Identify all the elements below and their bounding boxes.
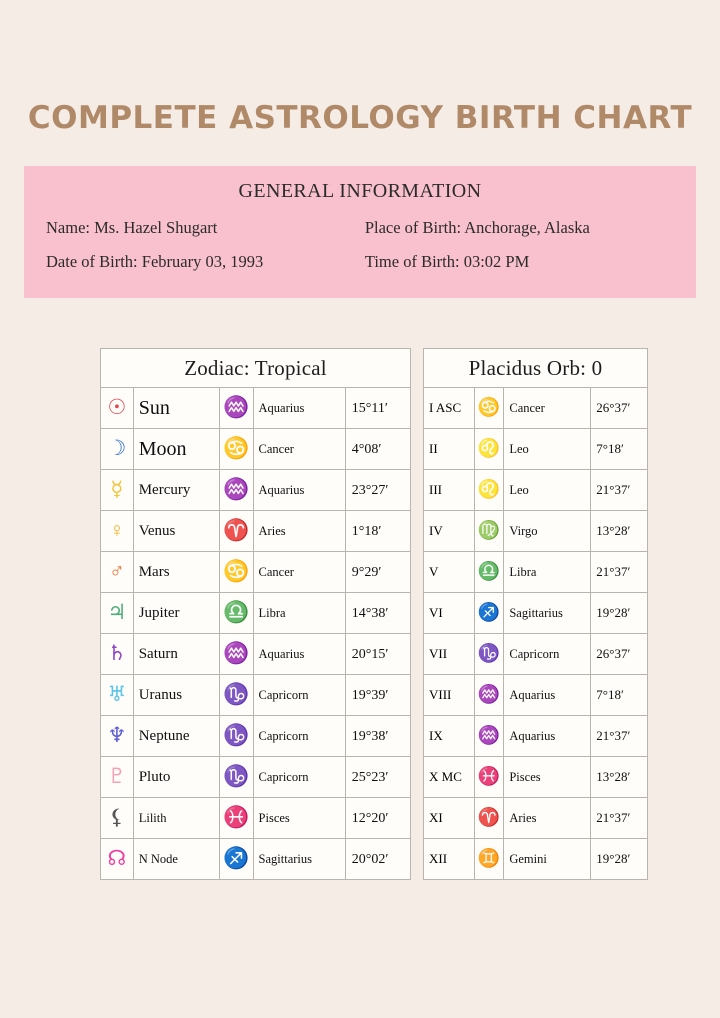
table-row: [101, 552, 411, 593]
zodiac-sign-icon: ♈: [223, 518, 250, 542]
house-number: XI: [429, 810, 443, 825]
table-row: [101, 470, 411, 511]
planet-degree: 25°23′: [351, 770, 389, 785]
table-row: [101, 798, 411, 839]
zodiac-sign-name: Aquarius: [258, 483, 305, 497]
table-row: [424, 388, 648, 429]
house-degree: 19°28′: [596, 851, 631, 866]
house-sign-name: Aquarius: [509, 729, 556, 743]
zodiac-sign-icon: ♐: [223, 846, 250, 870]
planets-table: [100, 348, 411, 880]
house-degree: 13°28′: [596, 523, 631, 538]
table-row: [101, 716, 411, 757]
planet-degree: 4°08′: [351, 442, 382, 457]
planet-name: Mercury: [138, 482, 191, 498]
table-row: [424, 839, 648, 880]
zodiac-sign-icon: ♒: [477, 725, 501, 745]
house-sign-name: Sagittarius: [509, 606, 563, 620]
zodiac-sign-name: Aries: [258, 524, 286, 538]
house-number: VI: [429, 605, 443, 620]
planet-degree: 23°27′: [351, 483, 389, 498]
table-row: [424, 716, 648, 757]
house-number: II: [429, 441, 438, 456]
house-sign-name: Gemini: [509, 852, 547, 866]
zodiac-sign-name: Cancer: [258, 442, 294, 456]
house-degree: 21°37′: [596, 728, 631, 743]
house-sign-name: Leo: [509, 483, 529, 497]
zodiac-sign-icon: ♑: [223, 682, 250, 706]
planet-degree: 20°02′: [351, 852, 389, 867]
houses-table: [423, 348, 648, 880]
planet-name: N Node: [138, 852, 178, 866]
zodiac-sign-icon: ♋: [477, 397, 501, 417]
place-value: Place of Birth: Anchorage, Alaska: [364, 218, 590, 237]
planet-glyph-icon: ♃: [107, 600, 127, 624]
house-sign-name: Pisces: [509, 770, 541, 784]
house-degree: 21°37′: [596, 564, 631, 579]
planet-glyph-icon: ♂: [108, 559, 125, 583]
zodiac-sign-name: Pisces: [258, 811, 290, 825]
name-value: Name: Ms. Hazel Shugart: [46, 218, 218, 237]
planet-glyph-icon: ⚸: [109, 805, 125, 829]
planet-degree: 20°15′: [351, 647, 389, 662]
house-degree: 26°37′: [596, 646, 631, 661]
zodiac-sign-icon: ♒: [223, 395, 250, 419]
planet-glyph-icon: ♅: [107, 682, 127, 706]
planet-name: Saturn: [138, 646, 178, 662]
house-number: XII: [429, 851, 448, 866]
house-sign-name: Capricorn: [509, 647, 560, 661]
house-degree: 13°28′: [596, 769, 631, 784]
planet-name: Moon: [138, 437, 187, 460]
zodiac-sign-icon: ♑: [223, 764, 250, 788]
chart-tables: [100, 348, 648, 880]
zodiac-sign-icon: ♎: [223, 600, 250, 624]
zodiac-sign-name: Capricorn: [258, 729, 309, 743]
planet-degree: 14°38′: [351, 606, 389, 621]
zodiac-sign-icon: ♒: [477, 684, 501, 704]
zodiac-sign-name: Cancer: [258, 565, 294, 579]
planet-glyph-icon: ♀: [108, 518, 125, 542]
planet-glyph-icon: ♆: [107, 723, 127, 747]
house-degree: 19°28′: [596, 605, 631, 620]
table-row: [424, 552, 648, 593]
house-sign-name: Leo: [509, 442, 529, 456]
zodiac-sign-icon: ♊: [477, 848, 501, 868]
planet-name: Mars: [138, 564, 170, 580]
house-sign-name: Aries: [509, 811, 537, 825]
house-sign-name: Cancer: [509, 401, 545, 415]
table-row: [101, 757, 411, 798]
general-information-grid: [24, 218, 696, 286]
table-row: [101, 388, 411, 429]
zodiac-sign-name: Libra: [258, 606, 286, 620]
page-title: COMPLETE ASTROLOGY BIRTH CHART: [27, 100, 693, 136]
table-row: [424, 429, 648, 470]
planet-degree: 19°39′: [351, 688, 389, 703]
zodiac-sign-icon: ♎: [477, 561, 501, 581]
house-sign-name: Aquarius: [509, 688, 556, 702]
house-sign-name: Libra: [509, 565, 537, 579]
zodiac-sign-icon: ♌: [477, 479, 501, 499]
zodiac-sign-icon: ♐: [477, 602, 501, 622]
zodiac-sign-icon: ♋: [223, 559, 250, 583]
table-row: [424, 634, 648, 675]
table-row: [101, 839, 411, 880]
table-row: [424, 798, 648, 839]
zodiac-sign-icon: ♌: [477, 438, 501, 458]
house-number: III: [429, 482, 442, 497]
table-row: [101, 593, 411, 634]
date-of-birth-value: Date of Birth: February 03, 1993: [46, 252, 264, 271]
zodiac-sign-icon: ♍: [477, 520, 501, 540]
table-row: [424, 470, 648, 511]
planet-name: Uranus: [138, 687, 183, 703]
table-row: [424, 675, 648, 716]
house-sign-name: Virgo: [509, 524, 538, 538]
house-degree: 26°37′: [596, 400, 631, 415]
planet-name: Venus: [138, 523, 176, 539]
table-row: [101, 675, 411, 716]
planet-degree: 12°20′: [351, 811, 389, 826]
planet-glyph-icon: ☿: [110, 477, 124, 501]
zodiac-sign-icon: ♒: [223, 641, 250, 665]
planet-degree: 15°11′: [351, 401, 388, 416]
zodiac-sign-name: Aquarius: [258, 647, 305, 661]
planet-degree: 9°29′: [351, 565, 382, 580]
planet-name: Lilith: [138, 811, 167, 825]
house-degree: 7°18′: [596, 441, 624, 456]
zodiac-sign-name: Capricorn: [258, 770, 309, 784]
table-row: [101, 511, 411, 552]
planet-glyph-icon: ☉: [107, 395, 127, 419]
house-number: I ASC: [429, 400, 462, 415]
table-row: [424, 511, 648, 552]
zodiac-sign-icon: ♓: [223, 805, 250, 829]
planet-name: Pluto: [138, 769, 171, 785]
table-row: [101, 634, 411, 675]
zodiac-sign-icon: ♒: [223, 477, 250, 501]
houses-table-heading: Placidus Orb: 0: [424, 349, 648, 388]
table-row: [424, 757, 648, 798]
table-row: [101, 429, 411, 470]
planet-name: Neptune: [138, 728, 190, 744]
info-row: [46, 252, 674, 272]
house-number: VII: [429, 646, 448, 661]
time-of-birth-value: Time of Birth: 03:02 PM: [364, 252, 530, 271]
planet-glyph-icon: ♇: [107, 764, 127, 788]
house-degree: 21°37′: [596, 810, 631, 825]
planet-name: Sun: [138, 396, 170, 419]
general-information-panel: [24, 166, 696, 298]
planets-table-heading: Zodiac: Tropical: [101, 349, 411, 388]
house-number: X MC: [429, 769, 462, 784]
house-number: VIII: [429, 687, 452, 702]
zodiac-sign-icon: ♓: [477, 766, 501, 786]
zodiac-sign-name: Sagittarius: [258, 852, 312, 866]
planet-glyph-icon: ☽: [107, 436, 127, 460]
planet-glyph-icon: ♄: [107, 641, 127, 665]
planet-degree: 1°18′: [351, 524, 382, 539]
zodiac-sign-name: Capricorn: [258, 688, 309, 702]
zodiac-sign-icon: ♋: [223, 436, 250, 460]
planet-glyph-icon: ☊: [107, 846, 127, 870]
house-number: IV: [429, 523, 443, 538]
house-degree: 7°18′: [596, 687, 624, 702]
zodiac-sign-name: Aquarius: [258, 401, 305, 415]
info-row: [46, 218, 674, 238]
house-degree: 21°37′: [596, 482, 631, 497]
zodiac-sign-icon: ♑: [477, 643, 501, 663]
planet-degree: 19°38′: [351, 729, 389, 744]
general-information-heading: GENERAL INFORMATION: [238, 180, 482, 202]
house-number: V: [429, 564, 439, 579]
house-number: IX: [429, 728, 443, 743]
planet-name: Jupiter: [138, 605, 180, 621]
zodiac-sign-icon: ♈: [477, 807, 501, 827]
zodiac-sign-icon: ♑: [223, 723, 250, 747]
table-row: [424, 593, 648, 634]
